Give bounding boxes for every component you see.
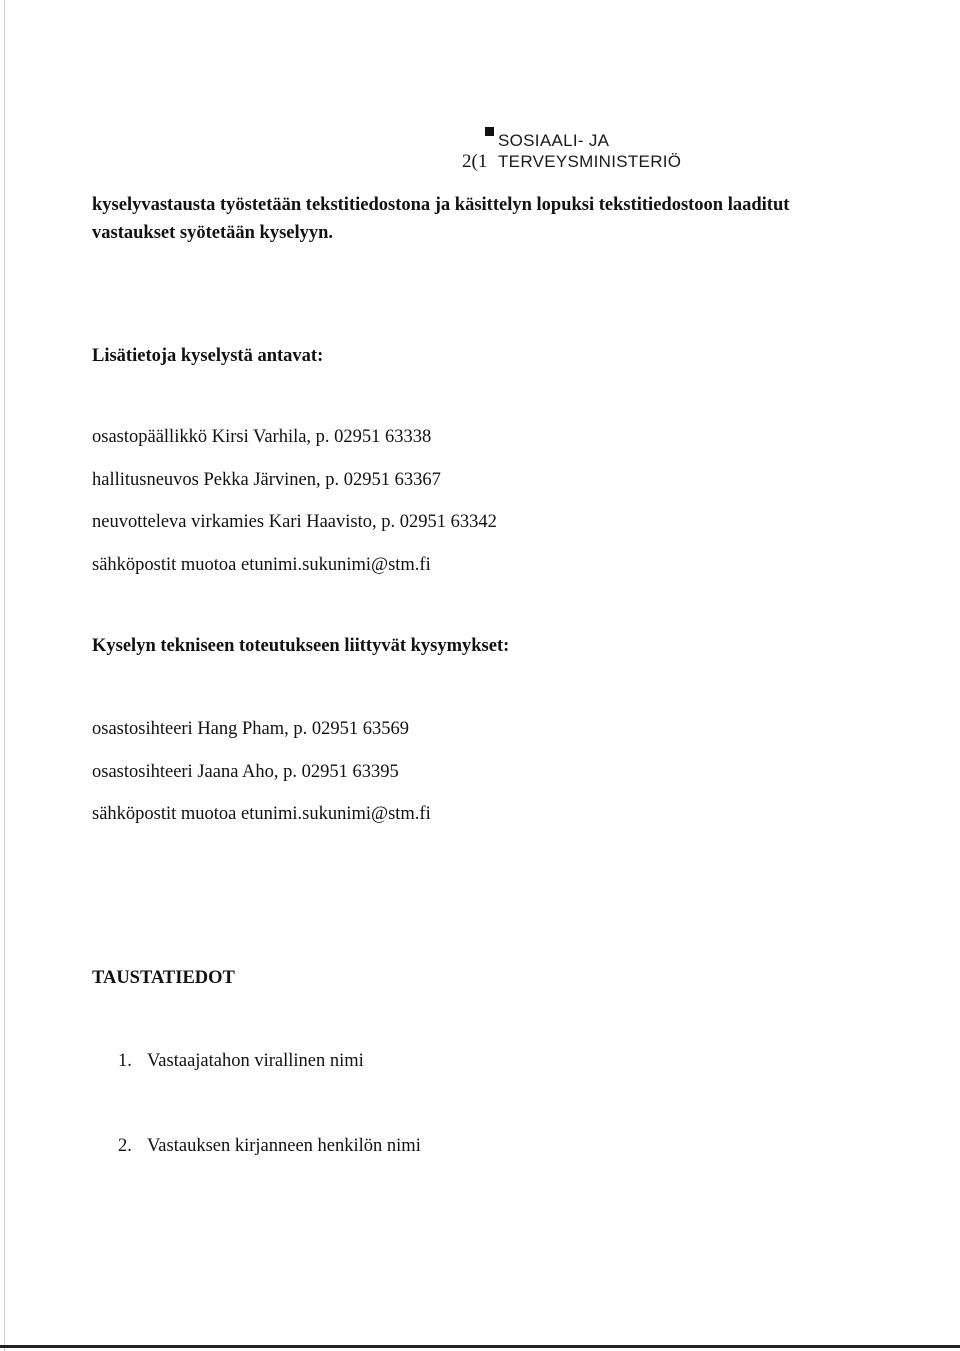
background-item-2-number: 2.: [118, 1136, 132, 1156]
info-heading: Lisätietoja kyselystä antavat:: [92, 346, 324, 366]
page-number: 2(1: [462, 151, 488, 172]
background-heading: TAUSTATIEDOT: [92, 968, 235, 988]
info-contact-3: neuvotteleva virkamies Kari Haavisto, p. 02951 63342: [92, 512, 497, 532]
background-item-1-text: Vastaajatahon virallinen nimi: [147, 1051, 364, 1071]
background-item-1-number: 1.: [118, 1051, 132, 1071]
info-email-note: sähköpostit muotoa etunimi.sukunimi@stm.fi: [92, 555, 431, 575]
ministry-name-line2: TERVEYSMINISTERIÖ: [498, 152, 682, 171]
scan-edge-bottom: [0, 1345, 960, 1348]
intro-line-2: vastaukset syötetään kyselyyn.: [92, 223, 334, 243]
tech-contact-1: osastosihteeri Hang Pham, p. 02951 63569: [92, 719, 410, 739]
ministry-name-line1: SOSIAALI- JA: [498, 131, 610, 150]
tech-heading: Kyselyn tekniseen toteutukseen liittyvät kysymykset:: [92, 636, 510, 656]
scan-edge-left: [4, 0, 5, 1351]
ministry-logo-square-icon: [485, 127, 494, 136]
info-contact-2: hallitusneuvos Pekka Järvinen, p. 02951 63367: [92, 470, 441, 490]
intro-line-1: kyselyvastausta työstetään tekstitiedostona ja käsittelyn lopuksi tekstitiedostoon laaditut: [92, 195, 790, 215]
tech-contact-2: osastosihteeri Jaana Aho, p. 02951 63395: [92, 762, 399, 782]
tech-email-note: sähköpostit muotoa etunimi.sukunimi@stm.fi: [92, 804, 431, 824]
info-contact-1: osastopäällikkö Kirsi Varhila, p. 02951 63338: [92, 427, 432, 447]
background-item-2-text: Vastauksen kirjanneen henkilön nimi: [147, 1136, 421, 1156]
